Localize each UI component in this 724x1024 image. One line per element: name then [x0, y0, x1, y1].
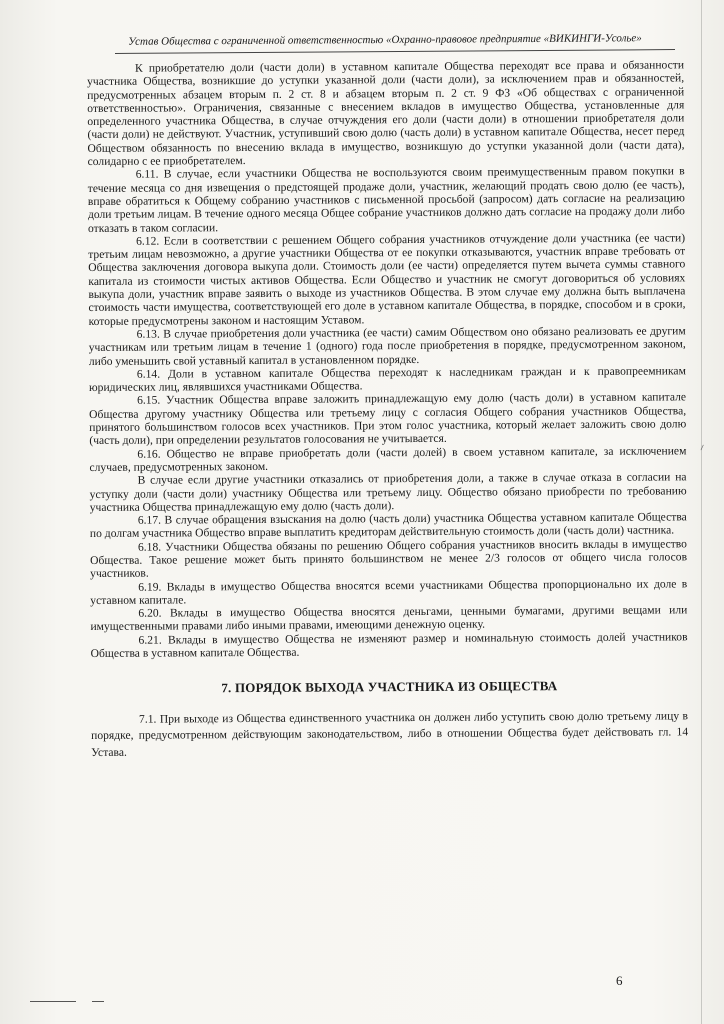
paragraph-6-16-continued: В случае если другие участники отказались от приобретения доли, а также в случае отказа в согласии на уступку доли (части доли) участнику Общества или третьему лицу. Общество обязано приобрести по требованию участника Общества принадлежащую ему долю (часть доли). [89, 470, 687, 514]
paragraph-transfer-rights: К приобретателю доли (части доли) в уставном капитале Общества переходят все права и обязанности участника Общества, возникшие до уступки указанной доли (части доли), за исключением прав и обязанностей, предусмотренных абзацем вторым п. 2 ст. 8 и абзацем вторым п. 2 ст. 9 ФЗ «Об обществах с ограниченной ответственностью». Ограничения, связанные с внесением вкладов в имущество Общества, установленные для определенного участника Общества, в случае отчуждения его доли (части доли) в отношении приобретателя доли (части доли) не действуют. Участник, уступивший свою долю (часть доли) в уставном капитале Общества, несет перед Обществом обязанность по внесению вклада в имущество, возникшую до уступки указанной доли (части дата), солидарно с ее приобретателем. [87, 58, 685, 169]
paragraph-6-16: 6.16. Общество не вправе приобретать доли (части долей) в своем уставном капитале, за исключением случаев, предусмотренных законом. [89, 443, 687, 474]
paragraph-6-20: 6.20. Вклады в имущество Общества вносятся деньгами, ценными бумагами, другими вещами или имущественными правами либо иными правами, имеющими денежную оценку. [90, 603, 688, 634]
section-7-heading: 7. ПОРЯДОК ВЫХОДА УЧАСТНИКА ИЗ ОБЩЕСТВА [221, 678, 558, 696]
paragraph-6-18: 6.18. Участники Общества обязаны по решению Общего собрания участников вносить вклады в имущество Общества. Такое решение может быть принято большинством не менее 2/3 голосов от общего числа голосов участников. [90, 537, 688, 581]
footer-rule [30, 1001, 76, 1002]
section-7-body [91, 708, 688, 761]
paragraph-6-15: 6.15. Участник Общества вправе заложить принадлежащую ему долю (часть доли) в уставном капитале Общества другому участнику Общества или третьему лицу с согласия Общего собрания участников Общества, принятого большинством голосов всех участников. При этом голос участника, который желает заложить свою долю (часть доли), при определении результатов голосования не учитывается. [89, 390, 687, 448]
document-body [87, 58, 688, 761]
paragraph-6-14: 6.14. Доли в уставном капитале Общества переходят к наследникам граждан и к правопреемникам юридических лиц, являвшихся участниками Общества. [88, 364, 686, 395]
paragraph-6-19: 6.19. Вклады в имущество Общества вносятся всеми участниками Общества пропорционально их доле в уставном капитале. [90, 576, 688, 607]
footer-rule-short [92, 1001, 104, 1002]
paragraph-6-11: 6.11. В случае, если участники Общества не воспользуются своим преимущественным правом покупки в течение месяца со дня извещения о предстоящей продаже доли, участник, желающий продать свою долю (ее часть), вправе обратиться к Общему собранию участников с письменной просьбой (запросом) дать согласие на реализацию доли третьим лицам. В течение одного месяца Общее собрание участников должно дать согласие на продажу доли либо отказать в таком согласии. [87, 164, 685, 235]
page-header: Устав Общества с ограниченной ответственностью «Охранно-правовое предприятие «ВИКИНГИ-Усолье» [128, 32, 642, 48]
paragraph-6-21: 6.21. Вклады в имущество Общества не изменяют размер и номинальную стоимость долей участников Общества в уставном капитале Общества. [90, 630, 688, 661]
page-number: 6 [616, 973, 623, 988]
paragraph-6-17: 6.17. В случае обращения взыскания на долю (часть доли) участника Общества уставном капитале Общества по долгам участника Общество вправе выплатить кредиторам действительную стоимость доли (часть доли) частника. [89, 510, 687, 541]
pen-mark: ⸝ [695, 437, 707, 453]
paragraph-6-13: 6.13. В случае приобретения доли участника (ее части) самим Обществом оно обязано реализовать ее другим участникам или третьим лицам в течение 1 (одного) года после приобретения в порядке, предусмотренном законом, либо уменьшить свой уставный капитал в установленном порядке. [88, 324, 686, 368]
paragraph-6-12: 6.12. Если в соответствии с решением Общего собрания участников отчуждение доли участника (ее части) третьим лицам невозможно, а другие участники Общества от ее покупки отказываются, участник вправе требовать от Общества заключения договора выкупа доли. Стоимость доли (ее части) определяется путем вычета суммы ставного капитала из стоимости чистых активов Общества. Если Общество и участник не смогут договориться об условиях выкупа доли, участник вправе заявить о выходе из участников Общества. В этом случае ему должна быть выплачена стоимость части имущества, соответствующей его доле в уставном капитале Общества, в порядке, способом и в сроки, которые предусмотрены законом и настоящим Уставом. [88, 231, 686, 328]
scan-edge-line [701, 0, 702, 1024]
header-rule [115, 49, 675, 54]
paragraph-7-1: 7.1. При выходе из Общества единственного участника он должен либо уступить свою долю третьему лицу в порядке, предусмотренном действующим законодательством, либо в отношении Общества будет действовать гл. 14 Устава. [91, 708, 689, 759]
